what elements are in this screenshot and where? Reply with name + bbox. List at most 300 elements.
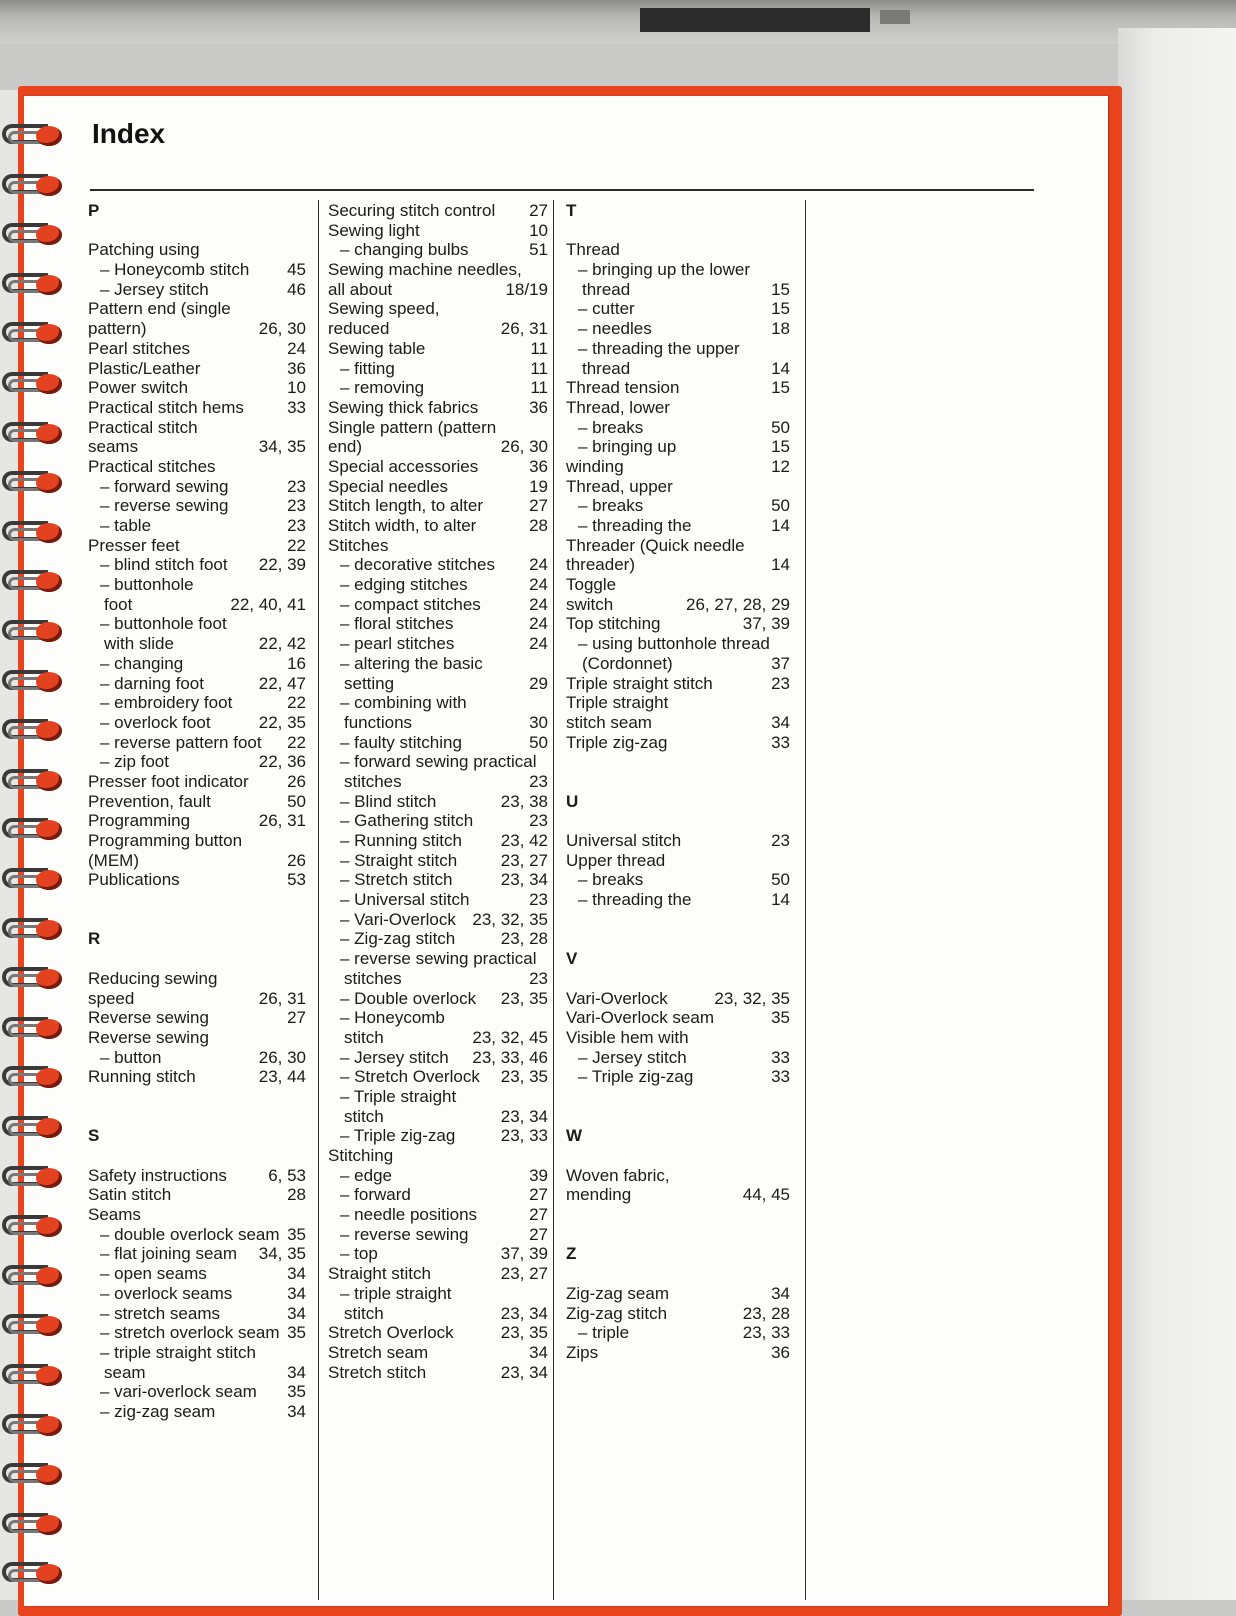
index-subentry — [328, 1205, 548, 1225]
index-subentry — [328, 870, 548, 890]
binding-ring — [0, 1410, 72, 1440]
binding-ring — [0, 1261, 72, 1291]
spacer — [88, 221, 306, 241]
entry-term: Publications — [88, 870, 180, 890]
entry-term: Thread tension — [566, 378, 680, 398]
entry-pages: 18 — [771, 319, 790, 339]
index-entry — [88, 811, 306, 831]
entry-term: – overlock seams — [100, 1283, 233, 1303]
column-divider-1 — [318, 200, 319, 1600]
spacer — [88, 1087, 306, 1107]
index-subentry — [566, 418, 790, 438]
entry-pages: 34, 35 — [258, 1244, 306, 1264]
index-entry — [328, 221, 548, 241]
index-entry — [88, 1166, 306, 1186]
spacer — [88, 1146, 306, 1166]
binding-ring — [0, 1112, 72, 1142]
entry-pages: 26, 31 — [500, 319, 548, 339]
index-subentry — [328, 1008, 548, 1028]
binding-ring — [0, 864, 72, 894]
index-subentry — [328, 378, 548, 398]
entry-pages: 15 — [771, 437, 790, 457]
entry-term: – Stretch stitch — [340, 870, 453, 890]
binding-ring — [0, 666, 72, 696]
index-subentry — [88, 1048, 306, 1068]
index-subentry — [328, 1028, 548, 1048]
entry-term: – forward — [340, 1185, 411, 1205]
binding-ring — [0, 318, 72, 348]
entry-pages: 34 — [287, 1264, 306, 1284]
binding-ring — [0, 1162, 72, 1192]
index-subentry — [88, 575, 306, 595]
entry-pages: 35 — [771, 1008, 790, 1028]
entry-term: – Jersey stitch — [100, 279, 209, 299]
entry-term: Reverse sewing — [88, 1008, 209, 1028]
section-letter-text: P — [88, 201, 100, 220]
entry-term: stitch — [344, 1106, 384, 1126]
entry-term: – triple straight — [340, 1283, 452, 1303]
section-letter-text: U — [566, 791, 579, 811]
entry-term: – removing — [340, 378, 425, 398]
index-subentry — [88, 654, 306, 674]
entry-term: Universal stitch — [566, 831, 682, 850]
index-subentry — [328, 1304, 548, 1324]
entry-pages: 34, 35 — [258, 437, 306, 457]
index-subentry — [566, 437, 790, 457]
index-subentry — [88, 1382, 306, 1402]
index-subentry — [328, 910, 548, 930]
binding-ring — [0, 914, 72, 944]
entry-term: Triple straight — [566, 693, 669, 713]
index-entry — [566, 1304, 790, 1324]
index-subentry — [566, 319, 790, 339]
entry-pages: 22, 40, 41 — [230, 594, 306, 614]
entry-term: stitches — [344, 771, 402, 791]
entry-pages: 28 — [287, 1185, 306, 1205]
entry-pages: 23 — [771, 673, 790, 693]
index-entry — [566, 1008, 790, 1028]
entry-term: Plastic/Leather — [88, 358, 201, 378]
index-subentry — [328, 929, 548, 949]
index-subentry — [566, 634, 790, 654]
entry-pages: 26, 30 — [258, 319, 306, 339]
entry-term: – floral stitches — [340, 614, 454, 634]
entry-term: Reducing sewing — [88, 968, 218, 988]
entry-pages: 37, 39 — [500, 1244, 548, 1264]
index-subentry — [328, 890, 548, 910]
entry-pages: 26, 30 — [258, 1047, 306, 1067]
entry-term: – threading the — [578, 516, 692, 535]
index-subentry — [88, 516, 306, 536]
entry-term: – Zig-zag stitch — [340, 929, 456, 949]
binding-ring — [0, 219, 72, 249]
entry-term: all about — [328, 279, 393, 299]
index-entry — [328, 1363, 548, 1383]
entry-term: – threading the — [578, 890, 692, 910]
index-subentry — [566, 516, 790, 536]
index-subentry — [328, 949, 548, 969]
entry-pages: 50 — [287, 791, 306, 811]
entry-term: – buttonhole — [100, 575, 194, 595]
binding-ring — [0, 616, 72, 646]
entry-term: reduced — [328, 319, 390, 339]
index-entry — [88, 851, 306, 871]
index-subentry — [566, 299, 790, 319]
index-subentry — [566, 359, 790, 379]
entry-term: stitches — [344, 968, 402, 988]
index-subentry — [328, 575, 548, 595]
binding-ring — [0, 120, 72, 150]
index-entry — [566, 1185, 790, 1205]
index-subentry — [566, 280, 790, 300]
entry-term: – flat joining seam — [100, 1244, 238, 1264]
index-entry — [328, 457, 548, 477]
index-entry — [88, 1205, 306, 1225]
spacer — [88, 890, 306, 910]
entry-pages: 24 — [529, 555, 548, 575]
entry-term: Sewing machine needles, — [328, 260, 522, 280]
entry-term: – Honeycomb — [340, 1008, 445, 1028]
index-subentry — [88, 1304, 306, 1324]
entry-pages: 50 — [771, 496, 790, 516]
entry-pages: 23 — [529, 890, 548, 910]
entry-pages: 24 — [529, 594, 548, 614]
index-subentry — [88, 1264, 306, 1284]
index-subentry — [328, 359, 548, 379]
index-entry — [566, 536, 790, 556]
entry-pages: 24 — [529, 634, 548, 654]
index-entry — [566, 477, 790, 497]
index-entry — [88, 1028, 306, 1048]
index-subentry — [328, 772, 548, 792]
index-subentry — [328, 1284, 548, 1304]
entry-pages: 23 — [287, 496, 306, 516]
entry-term: – stretch seams — [100, 1303, 220, 1323]
entry-term: – overlock foot — [100, 712, 211, 732]
entry-term: Securing stitch control — [328, 201, 496, 220]
entry-term: – pearl stitches — [340, 634, 455, 654]
section-letter — [566, 1244, 790, 1264]
entry-pages: 14 — [771, 555, 790, 575]
entry-term: – darning foot — [100, 673, 204, 693]
binding-ring — [0, 963, 72, 993]
entry-term: – Stretch Overlock — [340, 1067, 480, 1087]
spacer — [566, 929, 790, 949]
entry-pages: 39 — [529, 1165, 548, 1185]
index-subentry — [328, 1048, 548, 1068]
spacer — [566, 1087, 790, 1107]
entry-term: stitch — [344, 1303, 384, 1323]
entry-term: – reverse sewing — [100, 496, 229, 516]
index-subentry — [88, 1323, 306, 1343]
entry-term: Seams — [88, 1205, 141, 1225]
entry-term: Safety instructions — [88, 1165, 227, 1185]
entry-pages: 27 — [287, 1008, 306, 1028]
entry-term: Reverse sewing — [88, 1027, 209, 1047]
binding-ring — [0, 566, 72, 596]
index-entry — [566, 989, 790, 1009]
entry-pages: 34 — [529, 1342, 548, 1362]
entry-term: Sewing light — [328, 220, 420, 240]
spacer — [88, 910, 306, 930]
entry-pages: 36 — [771, 1342, 790, 1362]
entry-term: Satin stitch — [88, 1185, 172, 1205]
entry-pages: 34 — [771, 1283, 790, 1303]
entry-term: – blind stitch foot — [100, 555, 228, 575]
entry-pages: 6, 53 — [268, 1165, 306, 1185]
index-entry — [88, 1008, 306, 1028]
entry-term: – triple straight stitch — [100, 1342, 256, 1362]
entry-term: – Gathering stitch — [340, 811, 474, 831]
entry-pages: 37, 39 — [742, 614, 790, 634]
spacer — [566, 221, 790, 241]
index-entry — [566, 595, 790, 615]
entry-term: Stretch Overlock — [328, 1323, 454, 1343]
index-entry — [88, 792, 306, 812]
index-subentry — [88, 634, 306, 654]
entry-term: – Double overlock — [340, 988, 477, 1008]
entry-pages: 23, 42 — [500, 831, 548, 850]
entry-term: Triple straight stitch — [566, 673, 713, 693]
index-entry — [566, 1166, 790, 1186]
index-subentry — [88, 260, 306, 280]
scan-dark-mark — [880, 10, 910, 24]
entry-term: – embroidery foot — [100, 693, 233, 713]
entry-pages: 33 — [771, 1047, 790, 1067]
entry-term: Presser feet — [88, 535, 180, 555]
entry-pages: 19 — [529, 476, 548, 496]
entry-term: – reverse pattern foot — [100, 732, 262, 752]
index-entry — [566, 614, 790, 634]
entry-pages: 45 — [287, 260, 306, 280]
entry-term: Pattern end (single — [88, 299, 231, 319]
entry-term: Patching using — [88, 240, 200, 260]
entry-pages: 37 — [771, 653, 790, 673]
entry-term: end) — [328, 437, 363, 457]
index-entry — [566, 1284, 790, 1304]
binding-ring — [0, 1310, 72, 1340]
entry-term: Zips — [566, 1342, 599, 1362]
entry-term: (Cordonnet) — [582, 653, 673, 673]
entry-pages: 26 — [287, 771, 306, 791]
entry-pages: 23, 35 — [500, 988, 548, 1008]
entry-pages: 23, 34 — [500, 870, 548, 890]
spacer — [566, 752, 790, 772]
entry-term: – stretch overlock seam — [100, 1323, 280, 1343]
index-subentry — [328, 851, 548, 871]
entry-pages: 24 — [287, 338, 306, 358]
entry-term: – using buttonhole thread — [578, 634, 770, 654]
entry-term: Thread, upper — [566, 476, 673, 496]
column-divider-3 — [805, 200, 806, 1600]
index-entry — [328, 1343, 548, 1363]
entry-term: – compact stitches — [340, 594, 481, 614]
index-entry — [566, 1343, 790, 1363]
entry-term: Thread, lower — [566, 397, 670, 417]
entry-term: seam — [104, 1362, 146, 1382]
index-entry — [566, 831, 790, 851]
entry-term: threader) — [566, 555, 635, 575]
index-subentry — [88, 733, 306, 753]
entry-term: – zig-zag seam — [100, 1401, 216, 1421]
index-entry — [88, 1067, 306, 1087]
entry-pages: 23, 28 — [500, 929, 548, 949]
index-subentry — [328, 634, 548, 654]
index-subentry — [88, 595, 306, 615]
index-subentry — [328, 989, 548, 1009]
index-entry — [88, 457, 306, 477]
entry-term: foot — [104, 594, 133, 614]
index-subentry — [328, 1087, 548, 1107]
entry-term: Programming button — [88, 831, 243, 850]
entry-term: – Universal stitch — [340, 890, 470, 910]
index-subentry — [328, 240, 548, 260]
index-subentry — [88, 614, 306, 634]
entry-term: Top stitching — [566, 614, 661, 634]
entry-pages: 24 — [529, 575, 548, 595]
entry-term: – buttonhole foot — [100, 614, 227, 634]
entry-term: – Jersey stitch — [578, 1047, 687, 1067]
index-subentry — [328, 733, 548, 753]
entry-pages: 14 — [771, 890, 790, 910]
entry-pages: 33 — [287, 397, 306, 417]
entry-pages: 23, 44 — [258, 1067, 306, 1087]
index-entry — [566, 555, 790, 575]
entry-pages: 28 — [529, 516, 548, 535]
entry-pages: 23 — [287, 516, 306, 535]
spacer — [566, 910, 790, 930]
index-entry — [88, 378, 306, 398]
spacer — [566, 1205, 790, 1225]
index-entry — [328, 1323, 548, 1343]
binding-ring — [0, 715, 72, 745]
index-subentry — [88, 1284, 306, 1304]
index-subentry — [328, 752, 548, 772]
entry-pages: 50 — [529, 732, 548, 752]
index-entry — [566, 378, 790, 398]
entry-term: speed — [88, 988, 135, 1008]
entry-pages: 34 — [287, 1401, 306, 1421]
index-entry — [328, 339, 548, 359]
binding-ring — [0, 368, 72, 398]
entry-term: – needles — [578, 319, 652, 339]
index-entry — [566, 851, 790, 871]
title-rule — [90, 189, 1034, 191]
index-entry — [88, 536, 306, 556]
binding-ring — [0, 517, 72, 547]
index-column-2 — [328, 201, 548, 1382]
index-entry — [328, 437, 548, 457]
entry-term: Triple zig-zag — [566, 732, 668, 752]
index-subentry — [566, 890, 790, 910]
entry-term: Running stitch — [88, 1067, 196, 1087]
entry-pages: 33 — [771, 1067, 790, 1087]
section-letter-text: T — [566, 201, 577, 220]
entry-pages: 23, 32, 45 — [472, 1027, 548, 1047]
index-subentry — [328, 713, 548, 733]
entry-term: Zig-zag stitch — [566, 1303, 668, 1323]
spacer — [88, 1107, 306, 1127]
entry-pages: 53 — [287, 870, 306, 890]
entry-term: Prevention, fault — [88, 791, 211, 811]
scan-dark-strip — [640, 8, 870, 32]
entry-term: Stretch seam — [328, 1342, 429, 1362]
entry-term: Stitch width, to alter — [328, 516, 477, 535]
index-entry — [328, 398, 548, 418]
index-entry — [88, 398, 306, 418]
index-entry — [566, 693, 790, 713]
entry-term: Stretch stitch — [328, 1362, 427, 1382]
entry-term: winding — [566, 456, 624, 476]
index-subentry — [566, 260, 790, 280]
binding-ring — [0, 1360, 72, 1390]
index-entry — [88, 319, 306, 339]
entry-pages: 11 — [530, 338, 548, 358]
section-letter — [88, 201, 306, 221]
index-subentry — [88, 477, 306, 497]
entry-term: Special accessories — [328, 456, 479, 476]
entry-pages: 10 — [287, 378, 306, 398]
entry-term: – Triple zig-zag — [340, 1126, 456, 1146]
entry-term: – bringing up the lower — [578, 260, 751, 280]
entry-pages: 22 — [287, 535, 306, 555]
entry-pages: 15 — [771, 378, 790, 398]
index-subentry — [328, 1225, 548, 1245]
page-title: Index — [92, 118, 166, 149]
index-subentry — [88, 280, 306, 300]
index-entry — [88, 969, 306, 989]
entry-pages: 34 — [771, 712, 790, 732]
entry-pages: 14 — [771, 516, 790, 535]
section-letter-text: V — [566, 949, 578, 969]
index-entry — [566, 575, 790, 595]
entry-term: switch — [566, 594, 614, 614]
entry-term: Threader (Quick needle — [566, 535, 745, 555]
scan-background-top — [0, 0, 1236, 44]
binding-ring — [0, 170, 72, 200]
entry-term: – reverse sewing practical — [340, 949, 537, 969]
entry-pages: 22, 47 — [258, 673, 306, 693]
entry-pages: 34 — [287, 1362, 306, 1382]
entry-pages: 35 — [287, 1323, 306, 1343]
entry-pages: 51 — [529, 240, 548, 260]
index-entry — [88, 831, 306, 851]
index-subentry — [88, 713, 306, 733]
entry-pages: 46 — [287, 279, 306, 299]
entry-term: seams — [88, 437, 139, 457]
entry-pages: 35 — [287, 1224, 306, 1244]
entry-pages: 44, 45 — [742, 1185, 790, 1205]
entry-pages: 14 — [771, 358, 790, 378]
entry-term: – Triple straight — [340, 1086, 457, 1106]
entry-pages: 23, 38 — [500, 791, 548, 811]
index-subentry — [328, 674, 548, 694]
entry-pages: 23, 33 — [500, 1126, 548, 1146]
entry-term: Vari-Overlock seam — [566, 1008, 714, 1028]
entry-term: – table — [100, 516, 152, 535]
entry-term: Programming — [88, 811, 191, 831]
entry-term: Toggle — [566, 575, 617, 595]
index-subentry — [328, 555, 548, 575]
section-letter-text: Z — [566, 1244, 577, 1264]
binding-ring — [0, 1459, 72, 1489]
index-entry — [88, 989, 306, 1009]
section-letter — [88, 929, 306, 949]
index-entry — [566, 713, 790, 733]
entry-pages: 23, 34 — [500, 1303, 548, 1323]
index-entry — [88, 870, 306, 890]
entry-term: – needle positions — [340, 1205, 478, 1225]
